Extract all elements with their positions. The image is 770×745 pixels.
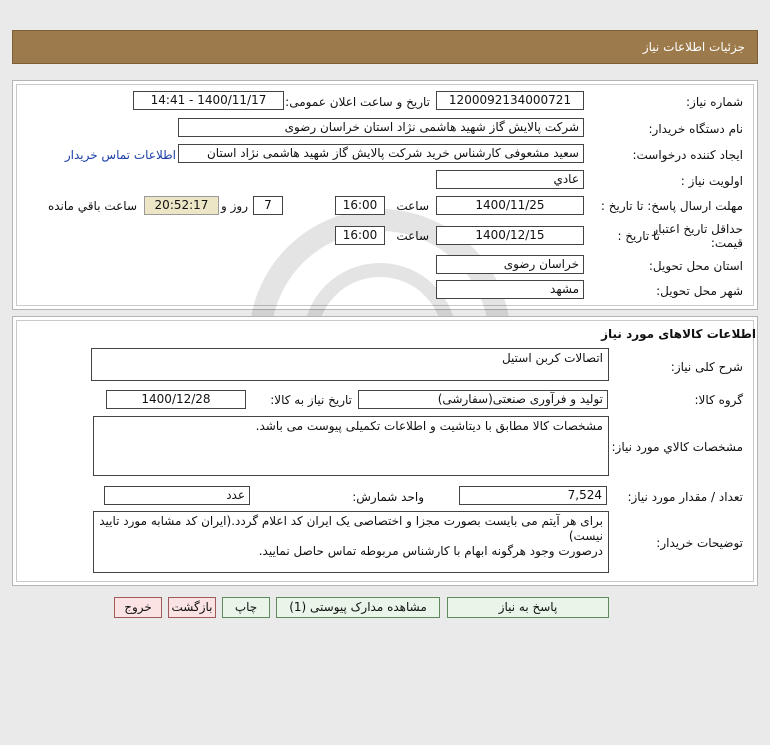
deadline-label: مهلت ارسال پاسخ: تا تاریخ : — [600, 199, 743, 213]
need-number-field: 1200092134000721 — [436, 91, 584, 110]
notes-label: توضیحات خریدار: — [656, 536, 743, 550]
need-date-label: تاریخ نیاز به کالا: — [270, 393, 352, 407]
days-remaining-field: 7 — [253, 196, 283, 215]
notes-line-2: درصورت وجود هرگونه ابهام با کارشناس مربوطه تماس حاصل نمایید. — [258, 544, 603, 558]
announce-label: تاریخ و ساعت اعلان عمومی: — [285, 95, 430, 109]
days-label: روز و — [221, 199, 248, 213]
page-header — [12, 30, 758, 64]
requester-field: سعید مشعوفی کارشناس خرید شرکت پالایش گاز شهید هاشمی نژاد استان — [178, 144, 584, 163]
validity-time-label: ساعت — [396, 229, 429, 243]
print-button[interactable]: چاپ — [222, 597, 270, 618]
deadline-time-label: ساعت — [396, 199, 429, 213]
qty-field: 7,524 — [459, 486, 607, 505]
reply-button[interactable]: پاسخ به نیاز — [447, 597, 609, 618]
buyer-org-label: نام دستگاه خریدار: — [648, 122, 743, 136]
back-button[interactable]: بازگشت — [168, 597, 216, 618]
notes-field — [93, 511, 609, 573]
qty-label: تعداد / مقدار مورد نیاز: — [627, 490, 743, 504]
specs-label: مشخصات کالاي مورد نیاز: — [611, 440, 743, 454]
province-label: استان محل تحویل: — [648, 259, 743, 273]
group-field: تولید و فرآوری صنعتی(سفارشی) — [358, 390, 608, 409]
validity-time-field: 16:00 — [335, 226, 385, 245]
need-date-field: 1400/12/28 — [106, 390, 246, 409]
priority-field: عادي — [436, 170, 584, 189]
need-details-panel — [12, 80, 758, 310]
requester-label: ایجاد کننده درخواست: — [632, 148, 743, 162]
city-label: شهر محل تحویل: — [656, 284, 743, 298]
view-attachments-button[interactable]: مشاهده مدارک پیوستی (1) — [276, 597, 440, 618]
unit-field: عدد — [104, 486, 250, 505]
province-field: خراسان رضوی — [436, 255, 584, 274]
goods-section-title: اطلاعات کالاهای مورد نیاز — [601, 327, 756, 341]
specs-field: مشخصات کالا مطابق با دیتاشیت و اطلاعات تکمیلی پیوست می باشد. — [93, 416, 609, 476]
notes-line-1: برای هر آیتم می بایست بصورت مجزا و اختصاصی یک ایران کد اعلام گردد.(ایران کد مشابه مورد تایید نیست) — [99, 514, 603, 543]
buyer-org-field: شرکت پالایش گاز شهید هاشمی نژاد استان خراسان رضوی — [178, 118, 584, 137]
group-label: گروه کالا: — [694, 393, 743, 407]
announce-field: 1400/11/17 - 14:41 — [133, 91, 284, 110]
remaining-label: ساعت باقي مانده — [47, 199, 137, 213]
validity-date-field: 1400/12/15 — [436, 226, 584, 245]
city-field: مشهد — [436, 280, 584, 299]
validity-label-line1: حداقل تاریخ اعتبار — [652, 222, 743, 236]
exit-button[interactable]: خروج — [114, 597, 162, 618]
buyer-contact-link[interactable]: اطلاعات تماس خریدار — [64, 148, 176, 162]
summary-label: شرح کلی نیاز: — [670, 360, 743, 374]
deadline-time-field: 16:00 — [335, 196, 385, 215]
need-number-label: شماره نیاز: — [686, 95, 743, 109]
validity-label-line2: قیمت: — [710, 236, 743, 250]
unit-label: واحد شمارش: — [352, 490, 424, 504]
remaining-time-field: 20:52:17 — [144, 196, 219, 215]
priority-label: اولویت نیاز : — [680, 174, 743, 188]
page-title: جزئیات اطلاعات نیاز — [642, 40, 745, 54]
summary-field: اتصالات کربن استیل — [91, 348, 609, 381]
deadline-date-field: 1400/11/25 — [436, 196, 584, 215]
validity-to-label: تا تاریخ : — [617, 229, 660, 243]
